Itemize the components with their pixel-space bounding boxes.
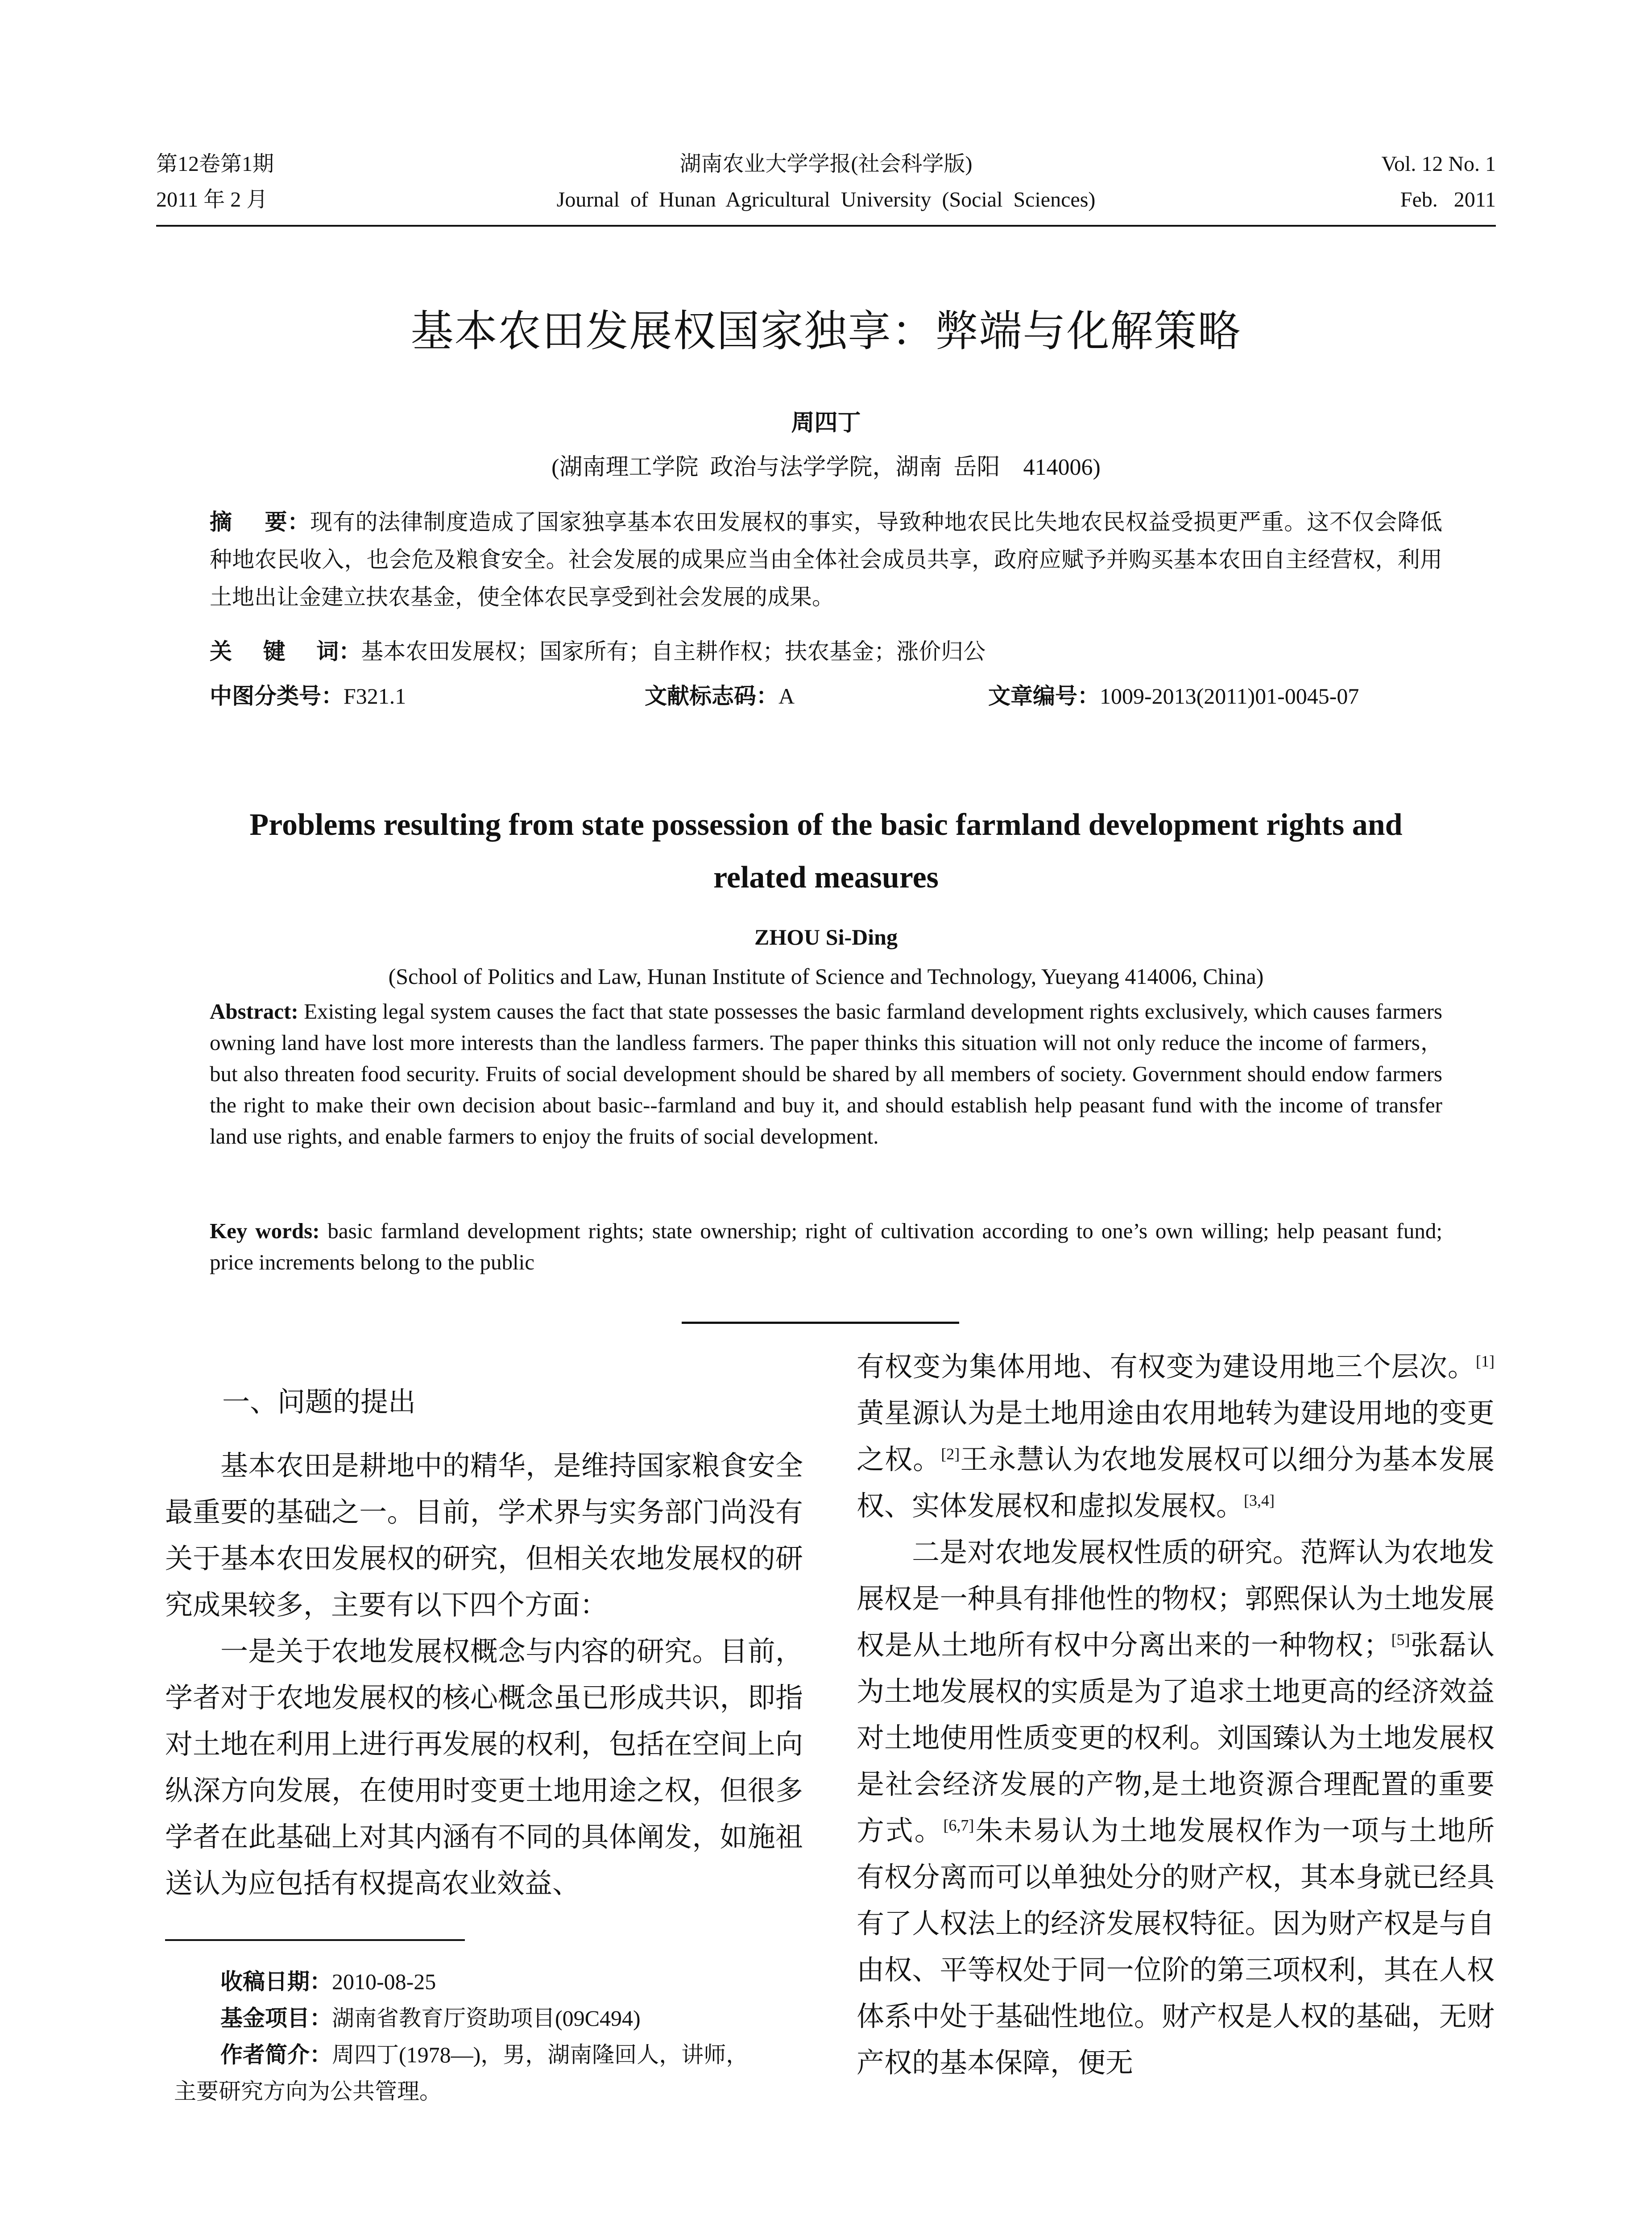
article-title-en-line2: related measures: [713, 860, 939, 895]
body-paragraph: 基本农田是耕地中的精华，是维持国家粮食安全最重要的基础之一。目前，学术界与实务部门尚没有关于基本农田发展权的研究，但相关农地发展权的研究成果较多，主要有以下四个方面：: [165, 1451, 803, 1621]
footnote-author-bio: 作者简介：周四丁(1978—)，男，湖南隆回人，讲师，: [220, 2042, 749, 2068]
header-divider: [156, 225, 1496, 227]
date-cn: 2011 年 2 月: [156, 188, 268, 211]
section-divider: [682, 1322, 959, 1324]
keywords-en-label: Key words:: [210, 1219, 320, 1243]
body-paragraph: 一是关于农地发展权概念与内容的研究。目前，学者对于农地发展权的核心概念虽已形成共识，即指对土地在利用上进行再发展的权利，包括在空间上向纵深方向发展，在使用时变更土地用途之权，但很多学者在此基础上对其内涵有不同的具体阐发，如施祖送认为应包括有权提高农业效益、: [165, 1637, 803, 1899]
author-name-cn: 周四丁: [791, 410, 861, 436]
affiliation-en: (School of Politics and Law, Hunan Institute of Science and Technology, Yueyang 414006, China): [388, 964, 1264, 989]
abstract-cn: [210, 503, 1442, 616]
keywords-en: [210, 1215, 1442, 1278]
clc-code: 中图分类号：F321.1: [210, 683, 406, 709]
volume-cn: 第12卷第1期: [156, 152, 274, 176]
citation: [2]: [941, 1445, 960, 1463]
body-left-column: [165, 1379, 803, 1907]
citation: [3,4]: [1244, 1491, 1275, 1509]
journal-volume-en: [1382, 146, 1496, 218]
body-right-column: [857, 1344, 1495, 2086]
keywords-cn: [210, 633, 1442, 670]
journal-name-en: Journal of Hunan Agricultural University (Social Sciences): [556, 188, 1096, 211]
body-paragraph: 有权变为集体用地、有权变为建设用地三个层次。[1]黄星源认为是土地用途由农用地转为建设用地的变更之权。[2]王永慧认为农地发展权可以细分为基本发展权、实体发展权和虚拟发展权。[3,4]: [857, 1352, 1495, 1522]
article-title-en: [0, 799, 1652, 904]
citation: [6,7]: [943, 1816, 974, 1834]
keywords-cn-label: 关 键 词：: [210, 639, 361, 664]
footnote-author-bio-cont: 主要研究方向为公共管理。: [174, 2079, 442, 2104]
section-heading: 一、问题的提出: [222, 1385, 416, 1418]
date-en: Feb. 2011: [1400, 188, 1496, 211]
body-paragraph: 二是对农地发展权性质的研究。范辉认为农地发展权是一种具有排他性的物权；郭熙保认为土地发展权是从土地所有权中分离出来的一种物权；[5]张磊认为土地发展权的实质是为了追求土地更高的经济效益对土地使用性质变更的权利。刘国臻认为土地发展权是社会经济发展的产物,是土地资源合理配置的重要方式。[6,7]朱未易认为土地发展权作为一项与土地所有权分离而可以单独处分的财产权，其本身就已经具有了人权法上的经济发展权特征。因为财产权是与自由权、平等权处于同一位阶的第三项权利，其在人权体系中处于基础性地位。财产权是人权的基础，无财产权的基本保障，便无: [857, 1538, 1495, 2078]
keywords-cn-text: 基本农田发展权；国家所有；自主耕作权；扶农基金；涨价归公: [361, 639, 986, 664]
document-code: 文献标志码：A: [645, 683, 795, 709]
abstract-en: [210, 996, 1442, 1152]
affiliation-cn: (湖南理工学院 政治与法学学院，湖南 岳阳 414006): [551, 455, 1101, 480]
author-name-en: ZHOU Si-Ding: [754, 925, 898, 950]
footnote-fund: 基金项目：湖南省教育厅资助项目(09C494): [220, 2005, 641, 2031]
keywords-en-text: basic farmland development rights; state ownership; right of cultivation according to one’s own willing; help peasant fund; price increments belong to the public: [210, 1219, 1442, 1274]
volume-en: Vol. 12 No. 1: [1381, 152, 1496, 176]
abstract-cn-label: 摘 要：: [210, 509, 311, 535]
abstract-en-text: Existing legal system causes the fact that state possesses the basic farmland development rights exclusively, which causes farmers owning land have lost more interests than the landless farmers. The paper thinks this situation will not only reduce the income of farmers，but also threaten food security. Fruits of social development should be shared by all members of society. Government should endow farmers the right to make their own decision about basic--farmland and buy it, and should establish help peasant fund with the income of transfer land use rights, and enable farmers to enjoy the fruits of social development.: [210, 999, 1442, 1149]
journal-name-cn: 湖南农业大学学报(社会科学版): [679, 152, 973, 176]
citation: [1]: [1476, 1352, 1495, 1370]
footnote-divider: [165, 1939, 465, 1941]
abstract-cn-text: 现有的法律制度造成了国家独享基本农田发展权的事实，导致种地农民比失地农民权益受损更严重。这不仅会降低种地农民收入，也会危及粮食安全。社会发展的成果应当由全体社会成员共享，政府应赋予并购买基本农田自主经营权，利用土地出让金建立扶农基金，使全体农民享受到社会发展的成果。: [210, 510, 1442, 610]
citation: [5]: [1391, 1630, 1410, 1649]
classification-row: [210, 677, 1442, 715]
footnote-received: 收稿日期：2010-08-25: [220, 1969, 436, 1995]
article-number: 文章编号：1009-2013(2011)01-0045-07: [988, 683, 1359, 709]
footnotes: [165, 1963, 803, 2110]
abstract-en-label: Abstract:: [210, 999, 298, 1024]
article-title-en-line1: Problems resulting from state possession of the basic farmland development rights and: [249, 808, 1403, 842]
article-title-cn: 基本农田发展权国家独享：弊端与化解策略: [410, 306, 1242, 356]
